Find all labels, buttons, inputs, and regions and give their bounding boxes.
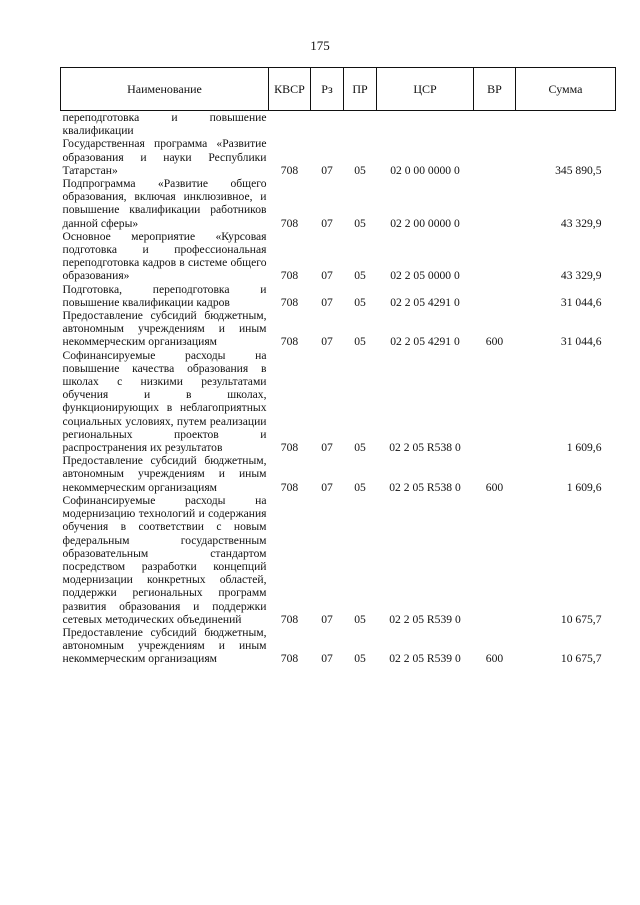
cell-rz: 07 xyxy=(321,163,333,177)
table-header-row xyxy=(61,68,616,111)
cell-rz xyxy=(311,111,344,138)
table-row xyxy=(61,230,616,283)
cell-sum xyxy=(516,111,616,138)
cell-pr: 05 xyxy=(354,269,366,283)
header-kvsr: КВСР xyxy=(269,68,311,111)
cell-kvsr: 708 xyxy=(280,295,299,309)
cell-sum: 1 609,6 xyxy=(566,441,602,455)
cell-kvsr: 708 xyxy=(280,216,299,230)
table-row xyxy=(61,454,616,494)
cell-csr: 02 2 05 4291 0 xyxy=(390,295,460,309)
cell-name: Предоставление субсидий бюджетным, автономным учреждениям и иным некоммерческим организациям xyxy=(62,454,267,494)
cell-name: Предоставление субсидий бюджетным, автономным учреждениям и иным некоммерческим организациям xyxy=(62,309,267,349)
cell-csr: 02 2 05 0000 0 xyxy=(390,269,460,283)
cell-vr: 600 xyxy=(485,480,504,494)
table-row xyxy=(61,626,616,666)
cell-sum: 10 675,7 xyxy=(560,612,602,626)
cell-vr xyxy=(474,230,516,283)
cell-vr: 600 xyxy=(485,652,504,666)
cell-sum: 10 675,7 xyxy=(560,652,602,666)
cell-pr: 05 xyxy=(354,295,366,309)
cell-rz: 07 xyxy=(321,295,333,309)
cell-pr: 05 xyxy=(354,163,366,177)
table-row xyxy=(61,111,616,138)
header-csr: ЦСР xyxy=(377,68,474,111)
cell-pr: 05 xyxy=(354,335,366,349)
cell-rz: 07 xyxy=(321,480,333,494)
cell-csr xyxy=(377,111,474,138)
header-vr: ВР xyxy=(474,68,516,111)
cell-csr: 02 2 05 R538 0 xyxy=(389,480,461,494)
cell-csr: 02 2 05 R539 0 xyxy=(389,652,461,666)
budget-table xyxy=(60,67,616,666)
cell-kvsr: 708 xyxy=(280,441,299,455)
cell-name: Основное мероприятие «Курсовая подготовка и профессиональная переподготовка кадров в системе общего образования» xyxy=(62,229,267,283)
cell-rz: 07 xyxy=(321,441,333,455)
header-sum: Сумма xyxy=(516,68,616,111)
cell-name: Подготовка, переподготовка и повышение квалификации кадров xyxy=(62,282,267,309)
cell-sum: 345 890,5 xyxy=(555,163,602,177)
cell-pr xyxy=(344,111,377,138)
cell-rz: 07 xyxy=(321,652,333,666)
cell-kvsr: 708 xyxy=(280,480,299,494)
cell-sum: 43 329,9 xyxy=(560,216,602,230)
cell-kvsr: 708 xyxy=(280,612,299,626)
table-row xyxy=(61,177,616,230)
cell-kvsr xyxy=(269,111,311,138)
cell-kvsr: 708 xyxy=(280,652,299,666)
table-row xyxy=(61,309,616,349)
cell-vr xyxy=(474,177,516,230)
cell-csr: 02 0 00 0000 0 xyxy=(390,163,460,177)
header-rz: Рз xyxy=(311,68,344,111)
cell-name: переподготовка и повышение квалификации xyxy=(62,111,267,138)
cell-vr xyxy=(474,349,516,455)
header-pr: ПР xyxy=(344,68,377,111)
table-row xyxy=(61,494,616,626)
cell-csr: 02 2 00 0000 0 xyxy=(390,216,460,230)
cell-vr xyxy=(474,111,516,138)
cell-name: Предоставление субсидий бюджетным, автономным учреждениям и иным некоммерческим организациям xyxy=(62,625,267,666)
cell-vr xyxy=(474,494,516,626)
cell-pr: 05 xyxy=(354,612,366,626)
cell-csr: 02 2 05 R538 0 xyxy=(389,441,461,455)
header-name: Наименование xyxy=(61,68,269,111)
cell-csr: 02 2 05 R539 0 xyxy=(389,612,461,626)
cell-csr: 02 2 05 4291 0 xyxy=(390,335,460,349)
cell-rz: 07 xyxy=(321,269,333,283)
cell-name: Подпрограмма «Развитие общего образования, включая инклюзивное, и повышение квалификации работников данной сферы» xyxy=(62,177,267,230)
cell-name: Государственная программа «Развитие образования и науки Республики Татарстан» xyxy=(62,137,267,177)
cell-pr: 05 xyxy=(354,652,366,666)
cell-sum: 1 609,6 xyxy=(566,480,602,494)
cell-vr: 600 xyxy=(485,335,504,349)
table-row xyxy=(61,349,616,455)
cell-sum: 31 044,6 xyxy=(560,295,602,309)
page-number: 175 xyxy=(310,38,330,53)
cell-pr: 05 xyxy=(354,216,366,230)
table-row xyxy=(61,283,616,309)
cell-pr: 05 xyxy=(354,441,366,455)
cell-rz: 07 xyxy=(321,216,333,230)
cell-kvsr: 708 xyxy=(280,269,299,283)
cell-pr: 05 xyxy=(354,480,366,494)
cell-name: Софинансируемые расходы на модернизацию технологий и содержания обучения в соответствии с новым федеральным государственным образовательным стандартом посредством разработки концепций модернизации конкретных областей, поддержки региональных программ развития образования и поддержки сетевых методических объединений xyxy=(62,493,267,626)
cell-vr xyxy=(474,137,516,177)
cell-rz: 07 xyxy=(321,335,333,349)
cell-kvsr: 708 xyxy=(280,335,299,349)
table-row xyxy=(61,137,616,177)
cell-sum: 31 044,6 xyxy=(560,335,602,349)
cell-rz: 07 xyxy=(321,612,333,626)
cell-sum: 43 329,9 xyxy=(560,269,602,283)
cell-vr xyxy=(474,283,516,309)
cell-kvsr: 708 xyxy=(280,163,299,177)
cell-name: Софинансируемые расходы на повышение качества образования в школах с низкими результатами обучения и в школах, функционирующих в неблагоприятных социальных условиях, путем реализации региональных проектов и распространения их результатов xyxy=(62,348,267,455)
